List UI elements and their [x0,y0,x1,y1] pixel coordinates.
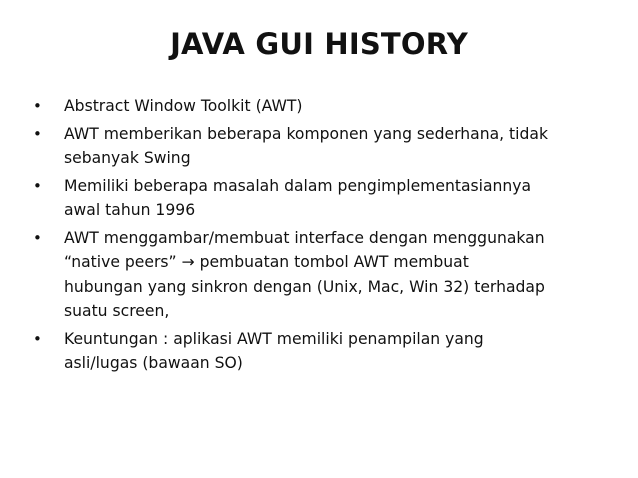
bullet-text-line: sebanyak Swing [64,149,191,167]
bullet-text-line: Abstract Window Toolkit (AWT) [64,97,303,115]
bullet-text-line: awal tahun 1996 [64,201,196,219]
bullet-list [32,94,622,379]
bullet-icon: • [33,329,42,348]
bullet-icon: • [33,228,42,247]
bullet-icon: • [33,176,42,195]
bullet-icon: • [33,97,42,115]
bullet-text-line: Memiliki beberapa masalah dalam pengimplementasiannya [64,176,532,195]
bullet-text-line: suatu screen, [64,302,170,320]
bullet-text-line: hubungan yang sinkron dengan (Unix, Mac, Win 32) terhadap [64,277,545,296]
bullet-item [32,174,622,223]
bullet-item [32,327,622,376]
slide-title: JAVA GUI HISTORY [170,27,468,61]
bullet-text-line: “native peers” → pembuatan tombol AWT membuat [64,253,469,271]
bullet-icon: • [33,124,42,143]
bullet-item [32,94,622,119]
bullet-item [32,226,622,324]
bullet-text-line: AWT memberikan beberapa komponen yang sederhana, tidak [64,124,548,143]
bullet-text-line: asli/lugas (bawaan SO) [64,354,243,372]
bullet-text-line: AWT menggambar/membuat interface dengan menggunakan [64,228,545,247]
bullet-item [32,122,622,171]
bullet-text-line: Keuntungan : aplikasi AWT memiliki penampilan yang [64,329,484,348]
